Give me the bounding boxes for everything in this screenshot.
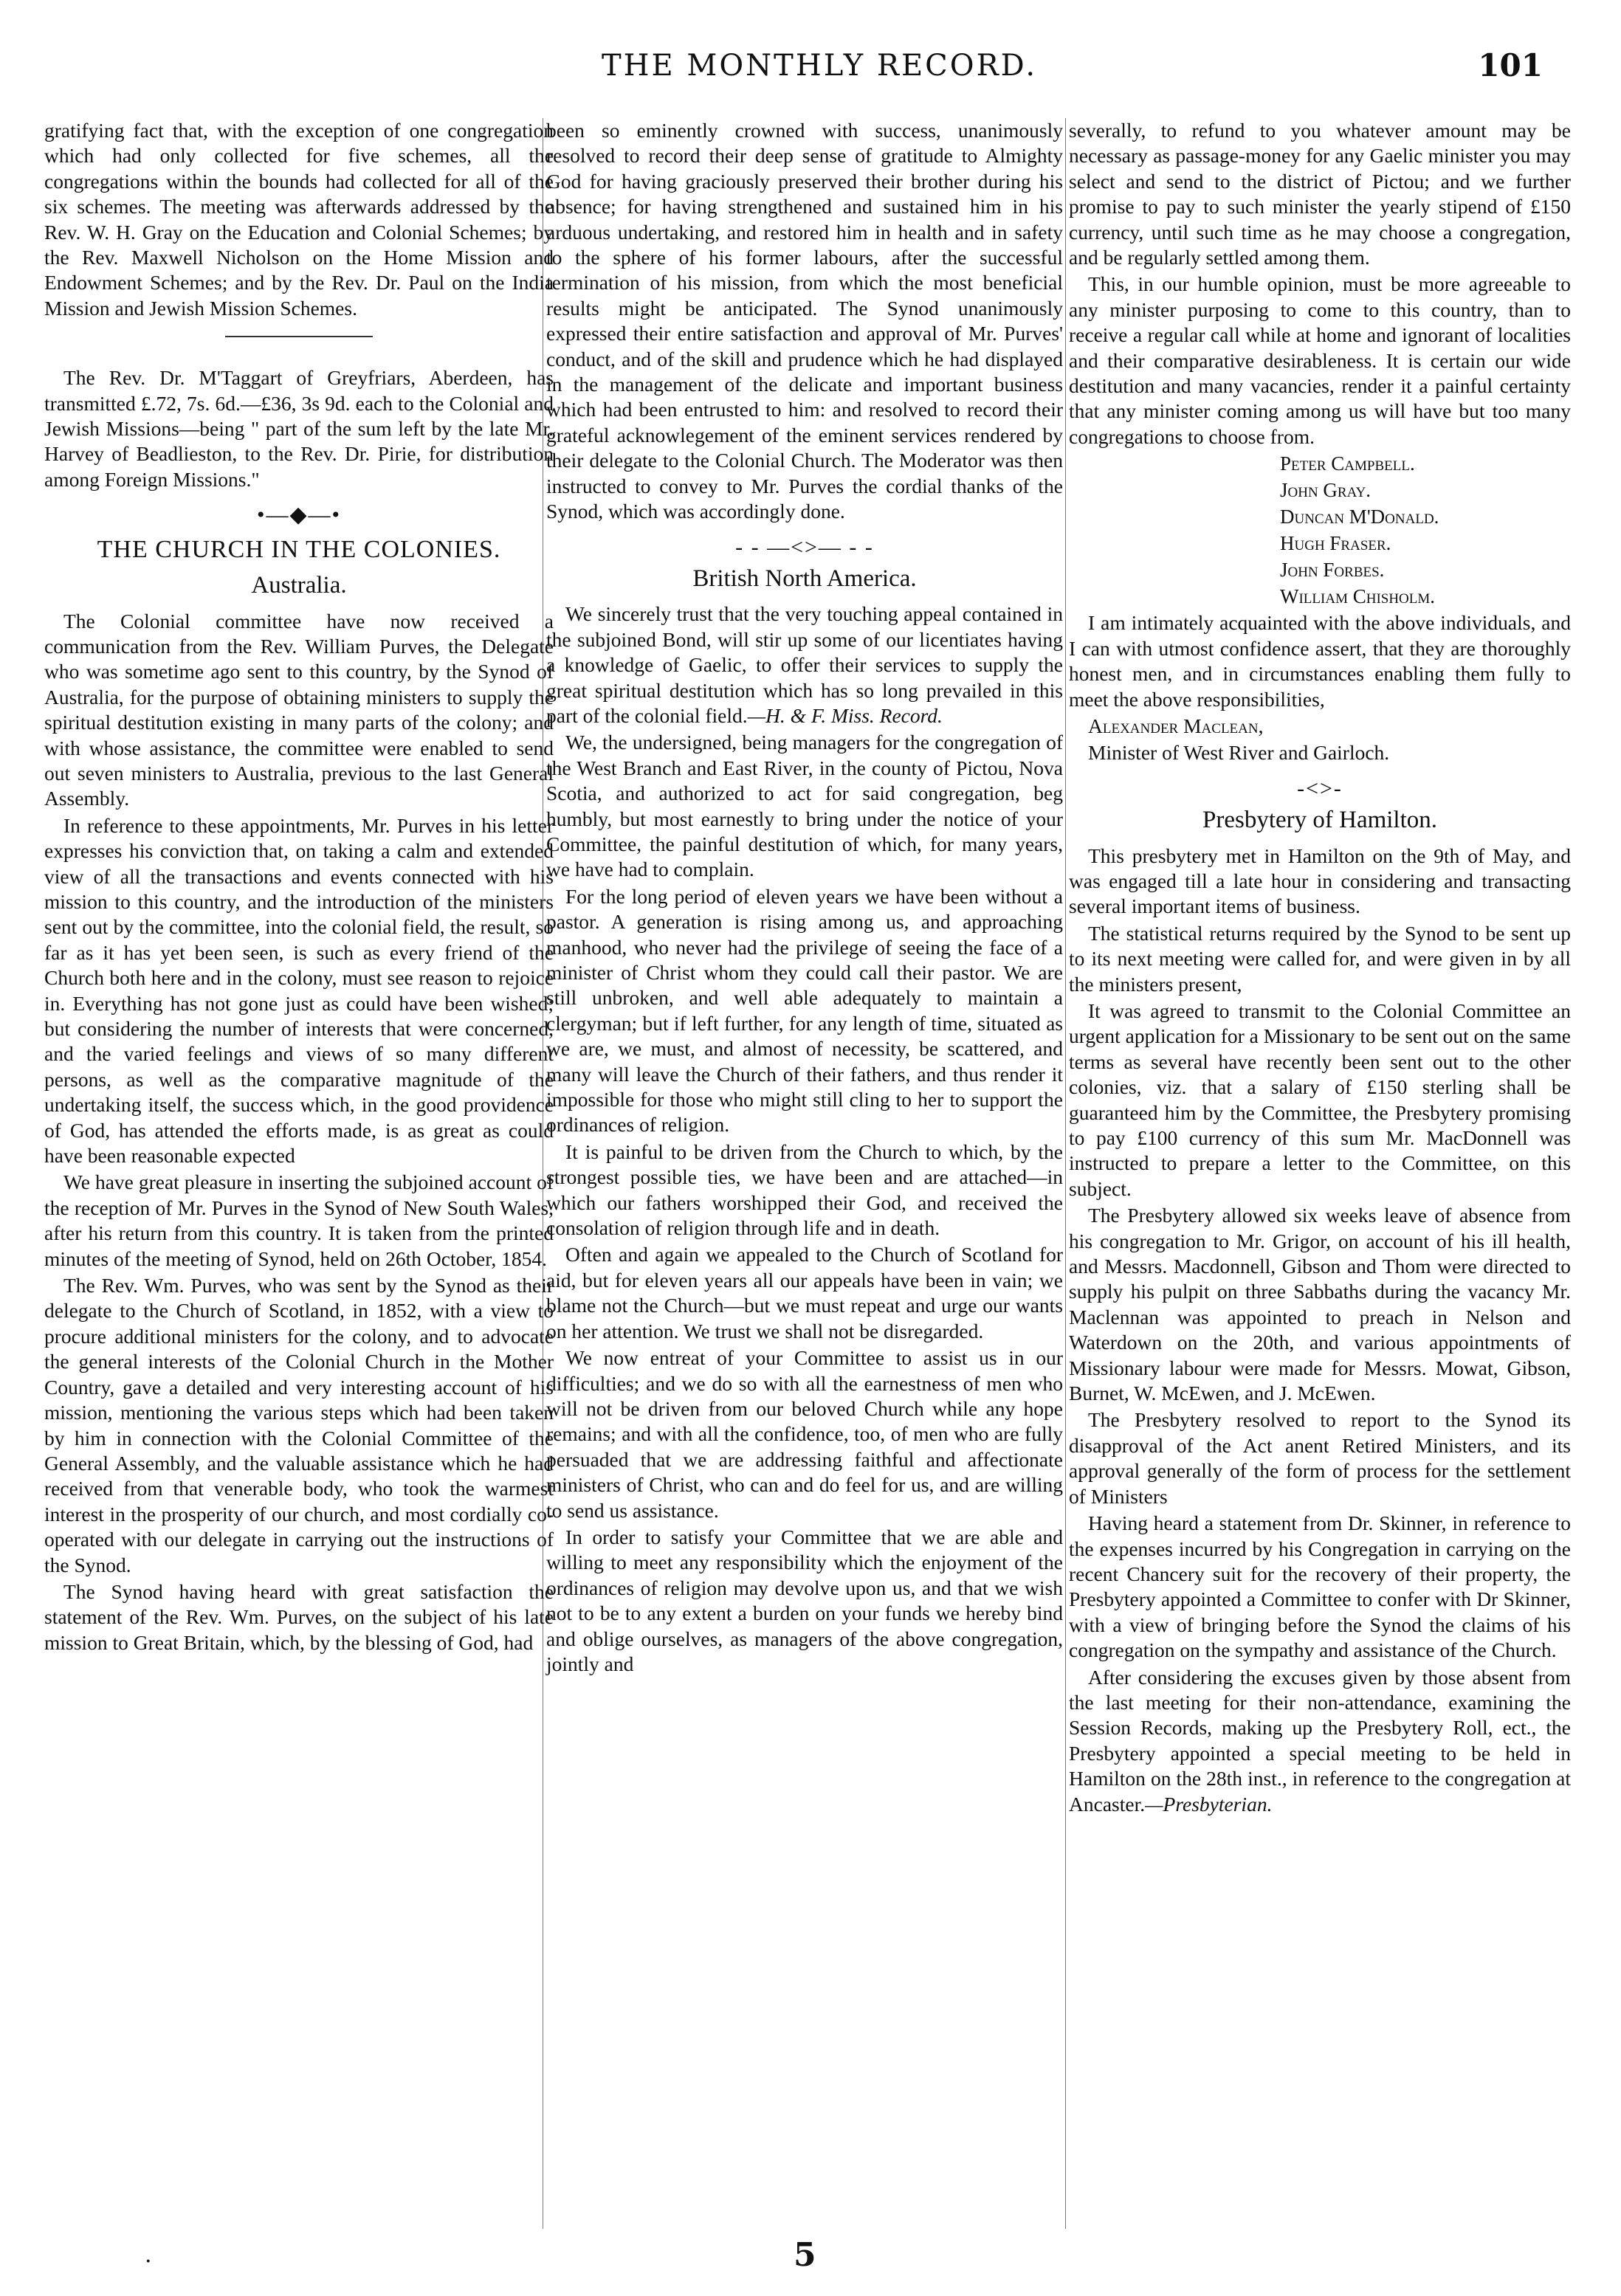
paragraph: For the long period of eleven years we have been without a pastor. A generation is rising among us, and approaching manhood, who never had the privilege of seeing the face of a minister of Christ whom they could call their pastor. We are still unbroken, and well able adequately to maintain a clergyman; but if left further, for any length of time, situated as we are, we must, and almost of necessity, be scattered, and many will leave the Church of their fathers, and thus render it impossible for those who might still cling to her to support the ordinances of religion. bbox=[546, 884, 1063, 1137]
paragraph: We, the undersigned, being managers for the congregation of the West Branch and East River, in the county of Pictou, Nova Scotia, and authorized to act for said congregation, beg humbly, but most earnestly to bring under the notice of your Committee, the painful destitution of which, for many years, we have had to complain. bbox=[546, 731, 1063, 881]
paragraph: gratifying fact that, with the exception of one congregation which had only collected for five schemes, all the congregations within the bounds had collected for all of the six schemes. The meeting was afterwards addressed by the Rev. W. H. Gray on the Education and Colonial Schemes; by the Rev. Maxwell Nicholson on the Home Mission and Endowment Schemes; and by the Rev. Dr. Paul on the India Mission and Jewish Mission Schemes. bbox=[44, 119, 554, 320]
subheading-british-north-america: British North America. bbox=[692, 565, 917, 592]
source-citation: —H. & F. Miss. Record. bbox=[747, 703, 943, 727]
paragraph: It is painful to be driven from the Church to which, by the strongest possible ties, we have been and are attached—in which our fathers worshipped their God, and received the consolation of religion through life and in death. bbox=[546, 1140, 1063, 1240]
signatory: William Chisholm. bbox=[1280, 585, 1436, 608]
running-title: THE MONTHLY RECORD. bbox=[601, 49, 1038, 83]
paragraph: Often and again we appealed to the Church of Scotland for aid, but for eleven years all our appeals have been in vain; we blame not the Church—but we must repeat and urge our wants on her attention. We trust we shall not be disregarded. bbox=[546, 1243, 1063, 1342]
paragraph: Having heard a statement from Dr. Skinner, in reference to the expenses incurred by his Congregation in carrying on the recent Chancery suit for the recovery of their property, the Presbytery appointed a Committee to confer with Dr Skinner, with a view of bringing before the Synod the claims of his congregation on the sympathy and assistance of the Church. bbox=[1069, 1511, 1571, 1662]
paragraph bbox=[546, 601, 1063, 728]
column-divider-right bbox=[1065, 118, 1066, 2229]
paragraph: We now entreat of your Committee to assist us in our difficulties; and we do so with all the earnestness of men who will not be driven from our beloved Church while any hope remains; and with all the confidence, too, of men who are fully persuaded that we are addressing faithful and affectionate ministers of Christ, who can and do feel for us, and are willing to send us assistance. bbox=[546, 1346, 1063, 1522]
paragraph: been so eminently crowned with success, unanimously resolved to record their deep sense of gratitude to Almighty God for having graciously preserved their brother during his absence; for having strengthened and sustained him in his arduous undertaking, and restored him in health and in safety to the sphere of his former labours, after the successful termination of his mission, from which the most beneficial results might be anticipated. The Synod unanimously expressed their entire satisfaction and approval of Mr. Purves' conduct, and of the skill and prudence which he had displayed in the management of the delicate and important business which had been entrusted to him: and resolved to record their grateful acknowlegement of the eminent services rendered by their delegate to the Colonial Church. The Moderator was then instructed to convey to Mr. Purves the cordial thanks of the Synod, which was accordingly done. bbox=[546, 119, 1063, 523]
source-citation: —Presbyterian. bbox=[1145, 1792, 1273, 1816]
signature-mark: 5 bbox=[794, 2236, 816, 2274]
section-rule bbox=[225, 336, 373, 337]
footer-dot: . bbox=[145, 2242, 152, 2268]
column-middle bbox=[546, 118, 1063, 1678]
paragraph bbox=[1069, 1665, 1571, 1817]
column-right bbox=[1069, 118, 1571, 1818]
ornament-divider: •—◆—• bbox=[256, 503, 342, 528]
signatory: John Gray. bbox=[1280, 479, 1372, 502]
paragraph: This presbytery met in Hamilton on the 9th of May, and was engaged till a late hour in considering and transacting several important items of business. bbox=[1069, 844, 1571, 918]
ornament-divider: - - —<>— - - bbox=[735, 534, 874, 559]
paragraph: It was agreed to transmit to the Colonial Committee an urgent application for a Missionary to be sent out on the same terms as several have recently been sent out to the other colonies, viz. that a salary of £150 sterling shall be guaranteed him by the Committee, the Presbytery promising to pay £100 currency of this sum Mr. MacDonnell was instructed to prepare a letter to the Committee, on this subject. bbox=[1069, 999, 1571, 1200]
column-left bbox=[44, 118, 554, 1657]
paragraph: The Synod having heard with great satisfaction the statement of the Rev. Wm. Purves, on the subject of his late mission to Great Britain, which, by the blessing of God, had bbox=[44, 1579, 554, 1654]
signatory: Peter Campbell. bbox=[1280, 452, 1415, 475]
subheading-presbytery-of-hamilton: Presbytery of Hamilton. bbox=[1202, 807, 1438, 834]
paragraph: I am intimately acquainted with the above individuals, and I can with utmost confidence assert, that they are thoroughly honest men, and in circumstances enabling them fully to meet the above responsibilities, bbox=[1069, 611, 1571, 711]
paragraph: In reference to these appointments, Mr. Purves in his letter expresses his conviction that, on taking a calm and extended view of all the transactions and events connected with his mission to this country, and the introduction of the ministers sent out by the committee, into the colonial field, the result, so far as it has yet been seen, is such as every friend of the Church both here and in the colony, must see reason to rejoice in. Everything has not gone just as could have been wished; but considering the number of interests that were concerned, and the varied feelings and views of so many different persons, as well as the comparative magnitude of the undertaking itself, the success which, in the good providence of God, has attended the efforts made, is as great as could have been reasonable expected bbox=[44, 813, 554, 1168]
paragraph-text: After considering the excuses given by those absent from the last meeting for their non-attendance, examining the Session Records, making up the Presbytery Roll, ect., the Presbytery appointed a special meeting to be held in Hamilton on the 28th inst., in reference to the congregation at Ancaster. bbox=[1069, 1665, 1571, 1816]
paragraph: This, in our humble opinion, must be more agreeable to any minister purposing to come to this country, than to receive a regular call while at home and ignorant of localities and their comparative desirableness. It is certain our wide destitution and many vacancies, render it a painful certainty that any minister coming among us will have but too many congregations to choose from. bbox=[1069, 272, 1571, 448]
attestation-name: Alexander Maclean, bbox=[1088, 714, 1264, 737]
page-header bbox=[96, 44, 1543, 89]
paragraph-text: We sincerely trust that the very touching appeal contained in the subjoined Bond, will stir up some of our licentiates having a knowledge of Gaelic, to offer their services to supply the great spiritual destitution which has so long prevailed in this part of the colonial field. bbox=[546, 602, 1063, 727]
paragraph: The Rev. Dr. M'Taggart of Greyfriars, Aberdeen, has transmitted £.72, 7s. 6d.—£36, 3s 9d. each to the Colonial and Jewish Missions—being " part of the sum left by the late Mr. Harvey of Beadlieston, to the Rev. Dr. Pirie, for distribution among Foreign Missions." bbox=[44, 366, 554, 491]
signatory: Duncan M'Donald. bbox=[1280, 506, 1439, 528]
attestation-title: Minister of West River and Gairloch. bbox=[1088, 741, 1390, 765]
paragraph: We have great pleasure in inserting the subjoined account of the reception of Mr. Purves in the Synod of New South Wales, after his return from this country. It is taken from the printed minutes of the meeting of Synod, held on 26th October, 1854. bbox=[44, 1171, 554, 1270]
signatory: John Forbes. bbox=[1280, 559, 1385, 582]
ornament-divider: -<>- bbox=[1297, 776, 1343, 801]
paragraph: The statistical returns required by the Synod to be sent up to its next meeting were called for, and were given in by all the ministers present, bbox=[1069, 921, 1571, 996]
subheading-australia: Australia. bbox=[251, 572, 347, 599]
paragraph: The Presbytery allowed six weeks leave of absence from his congregation to Mr. Grigor, on account of his ill health, and Messrs. Macdonnell, Gibson and Thom were directed to supply his pulpit on three Sabbaths during the vacancy Mr. Maclennan was appointed to preach in Nelson and Waterdown on the 20th, and various appointments of Missionary labour were made for Messrs. Mowat, Gibson, Burnet, W. McEwen, and J. McEwen. bbox=[1069, 1204, 1571, 1405]
paragraph: severally, to refund to you whatever amount may be necessary as passage-money for any Gaelic minister you may select and send to the district of Pictou; and we further promise to pay to such minister the yearly stipend of £150 currency, until such time as he may choose a congregation, and be regularly settled among them. bbox=[1069, 119, 1571, 269]
paragraph: The Colonial committee have now received a communication from the Rev. William Purves, the Delegate who was sometime ago sent to this country, by the Synod of Australia, for the purpose of obtaining ministers to supply the spiritual destitution existing in many parts of the colony; and with whose assistance, the committee were enabled to send out seven ministers to Australia, previous to the last General Assembly. bbox=[44, 609, 554, 810]
paragraph: The Presbytery resolved to report to the Synod its disapproval of the Act anent Retired Ministers, and its approval generally of the form of process for the settlement of Ministers bbox=[1069, 1408, 1571, 1508]
paragraph: The Rev. Wm. Purves, who was sent by the Synod as their delegate to the Church of Scotland, in 1852, with a view to procure additional ministers for the colony, and to advocate the general interests of the Colonial Church in the Mother Country, gave a detailed and very interesting account of his mission, mentioning the various steps which had been taken by him in connection with the Colonial Committee of the General Assembly, and the valuable assistance which he had received from that venerable body, who took the warmest interest in the prosperity of our church, and most cordially co-operated with our delegate in carrying out the instructions of the Synod. bbox=[44, 1274, 554, 1576]
signatory: Hugh Fraser. bbox=[1280, 532, 1391, 555]
page-number: 101 bbox=[1478, 47, 1543, 83]
paragraph: In order to satisfy your Committee that we are able and willing to meet any responsibility which the enjoyment of the ordinances of religion may devolve upon us, and that we wish not to be to any extent a burden on your funds we hereby bind and oblige ourselves, as managers of the above congregation, jointly and bbox=[546, 1525, 1063, 1675]
section-title: THE CHURCH IN THE COLONIES. bbox=[97, 535, 501, 563]
